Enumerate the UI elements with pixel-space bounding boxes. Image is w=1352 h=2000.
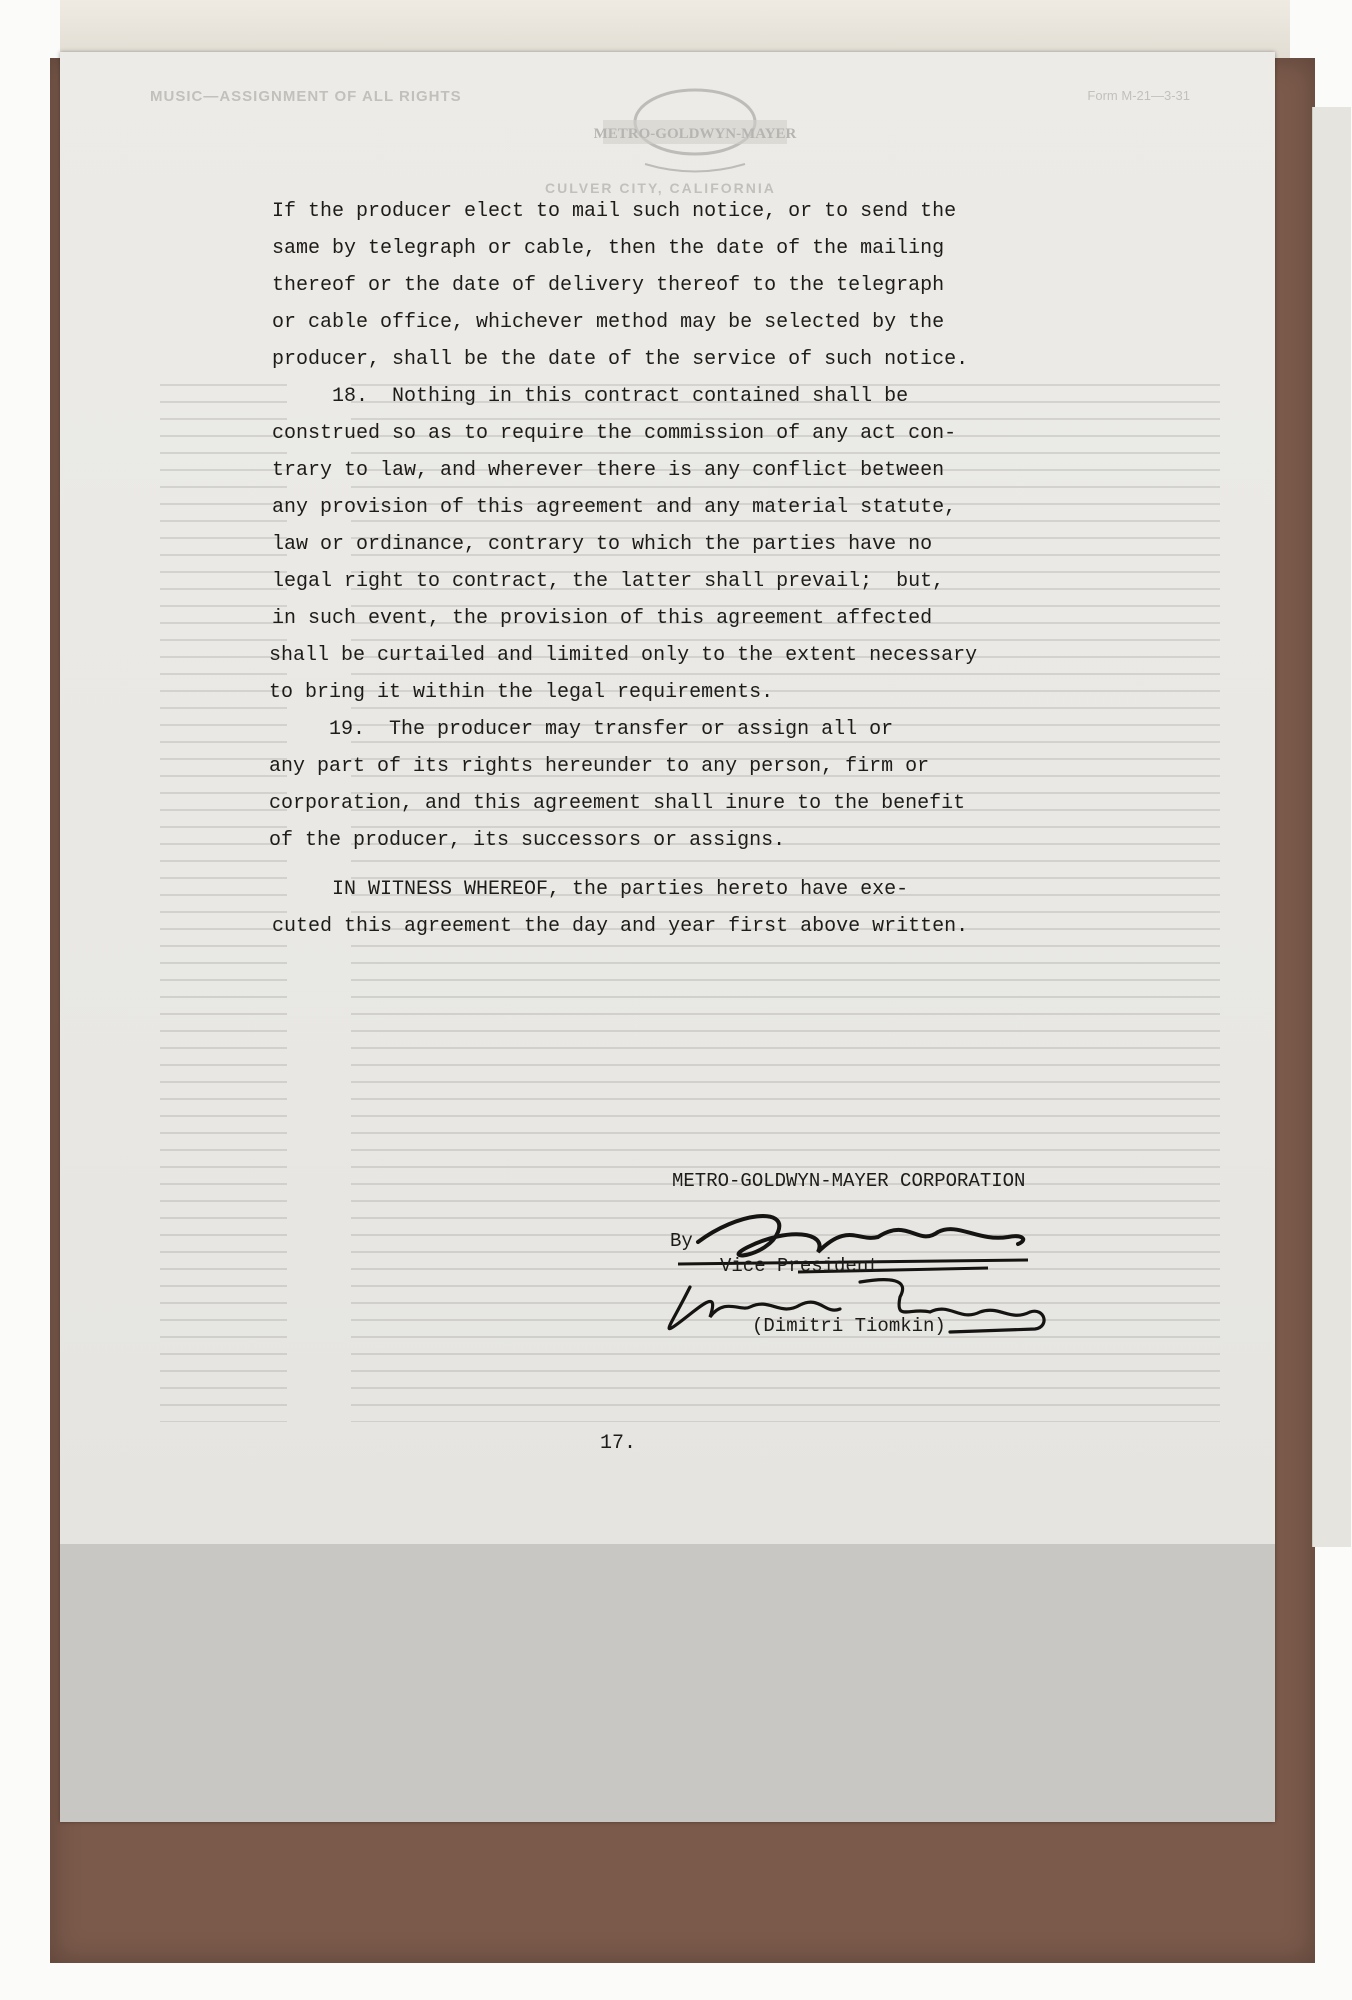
signatory-name: (Dimitri Tiomkin) (752, 1315, 946, 1337)
body-line: 19. The producer may transfer or assign all or (269, 718, 894, 741)
body-line: of the producer, its successors or assigns. (269, 829, 786, 852)
body-line: law or ordinance, contrary to which the parties have no (272, 533, 933, 556)
mgm-logo-text: METRO-GOLDWYN-MAYER (593, 126, 797, 142)
body-line: to bring it within the legal requirements. (269, 681, 774, 704)
body-line: legal right to contract, the latter shall prevail; but, (272, 570, 945, 593)
body-line: construed so as to require the commission of any act con- (272, 422, 957, 445)
body-line: or cable office, whichever method may be selected by the (272, 311, 945, 334)
form-number: Form M-21—3-31 (1087, 88, 1190, 103)
company-name: METRO-GOLDWYN-MAYER CORPORATION (672, 1170, 1026, 1192)
letterhead-city: CULVER CITY, CALIFORNIA (545, 180, 776, 196)
body-line: trary to law, and wherever there is any conflict between (272, 459, 945, 482)
form-title: MUSIC—ASSIGNMENT OF ALL RIGHTS (150, 88, 462, 105)
top-sheet-edge (60, 0, 1290, 59)
body-line: IN WITNESS WHEREOF, the parties hereto have exe- (272, 878, 909, 901)
page-number: 17. (600, 1432, 637, 1455)
mgm-logo (585, 84, 805, 179)
letterhead (150, 84, 1190, 204)
body-line: any part of its rights hereunder to any person, firm or (269, 755, 930, 778)
body-line: producer, shall be the date of the service of such notice. (272, 348, 969, 371)
body-line: cuted this agreement the day and year first above written. (272, 915, 969, 938)
body-line: shall be curtailed and limited only to the extent necessary (269, 644, 978, 667)
body-line: If the producer elect to mail such notice, or to send the (272, 200, 957, 223)
page-flap (1312, 107, 1351, 1547)
body-line: any provision of this agreement and any material statute, (272, 496, 957, 519)
body-line: in such event, the provision of this agreement affected (272, 607, 933, 630)
document-page (60, 52, 1275, 1822)
body-line: corporation, and this agreement shall inure to the benefit (269, 792, 966, 815)
page-lower-overlay (60, 1544, 1275, 1822)
by-label: By (670, 1230, 693, 1252)
body-line: thereof or the date of delivery thereof to the telegraph (272, 274, 945, 297)
body-line: 18. Nothing in this contract contained shall be (272, 385, 909, 408)
body-line: same by telegraph or cable, then the date of the mailing (272, 237, 945, 260)
vice-president-title: Vice President (720, 1255, 880, 1277)
